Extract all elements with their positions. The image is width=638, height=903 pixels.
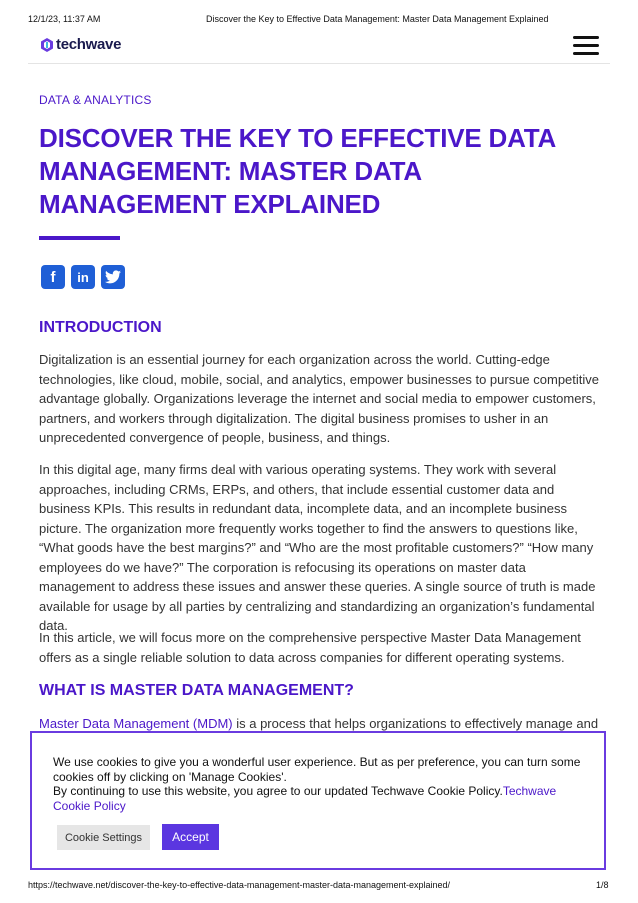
title-accent-bar (39, 236, 120, 240)
print-title: Discover the Key to Effective Data Management: Master Data Management Explained (206, 14, 549, 24)
intro-paragraph-3: In this article, we will focus more on the comprehensive perspective Master Data Management offers as a single reliable solution to data across companies for different operating systems. (39, 630, 581, 665)
cookie-message (53, 755, 593, 813)
cookie-settings-button[interactable]: Cookie Settings (57, 825, 150, 850)
cookie-text-1: We use cookies to give you a wonderful user experience. But as per preference, you can turn some cookies off by clicking on 'Manage Cookies'. (53, 755, 581, 784)
article-category[interactable]: DATA & ANALYTICS (39, 93, 152, 107)
header-divider (28, 63, 610, 64)
social-share (41, 265, 125, 289)
hamburger-menu-icon[interactable] (573, 36, 599, 56)
article-title: DISCOVER THE KEY TO EFFECTIVE DATA MANAGEMENT: MASTER DATA MANAGEMENT EXPLAINED (39, 123, 556, 219)
accept-button[interactable]: Accept (162, 824, 219, 850)
intro-paragraph-2: In this digital age, many firms deal with various operating systems. They work with several approaches, including CRMs, ERPs, and others, that include essential customer data and business KPIs. This results in redundant data, incomplete data, and an incomplete business picture. The organization more frequently works together to find the answers to questions like, “What goods have the best margins?” and “Who are the most profitable customers?” “How many employees do we have?” The corporation is refocusing its operations on master data management to address these issues and answer these queries. A single source of truth is made available for usage by all parties by centralizing and standardizing an organization’s fundamental data. (39, 462, 596, 633)
cookie-policy-link[interactable]: Techwave Cookie Policy (53, 784, 557, 813)
techwave-logo[interactable] (40, 36, 121, 53)
mdm-heading: WHAT IS MASTER DATA MANAGEMENT? (39, 682, 354, 699)
mdm-link[interactable]: Master Data Management (MDM) (39, 716, 233, 731)
print-date: 12/1/23, 11:37 AM (28, 14, 101, 24)
logo-icon (40, 38, 54, 52)
cookie-text-2: By continuing to use this website, you agree to our updated Techwave Cookie Policy. (53, 784, 503, 798)
linkedin-icon[interactable]: in (71, 265, 95, 289)
mdm-text: is a process that helps organizations to effectively manage and (232, 716, 599, 731)
intro-heading: INTRODUCTION (39, 319, 162, 336)
logo-text: techwave (56, 36, 122, 53)
facebook-icon[interactable]: f (41, 265, 65, 289)
twitter-icon[interactable] (101, 265, 125, 289)
print-url: https://techwave.net/discover-the-key-to-effective-data-management-master-data-management-explained/ (28, 880, 451, 890)
intro-paragraph-1: Digitalization is an essential journey for each organization across the world. Cutting-edge technologies, like cloud, mobile, social, and analytics, empower businesses to pursue competitive advantage globally. Organizations leverage the internet and social media to empower customers, partners, and workers through digitalization. The digital business promises to usher in an unprecedented convergence of people, business, and things. (39, 352, 600, 445)
cookie-banner (30, 731, 606, 870)
page-number: 1/8 (596, 880, 609, 890)
